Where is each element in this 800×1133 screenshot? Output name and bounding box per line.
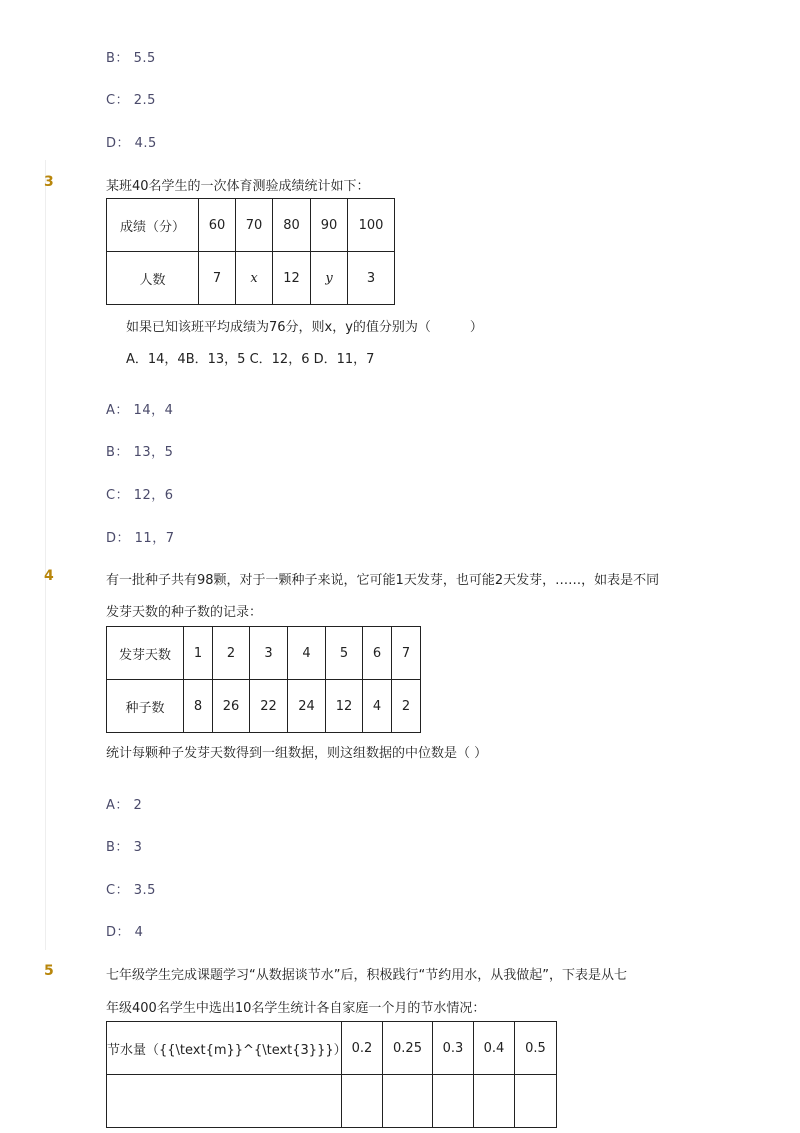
option-label: C：	[106, 488, 130, 503]
inline-choices: A．14，4B．13，5 C．12，6 D．11，7	[126, 352, 375, 367]
table-cell	[342, 1075, 383, 1128]
table-cell: 0.4	[474, 1022, 515, 1075]
option-text: 4	[134, 925, 144, 940]
table-cell: 人数	[107, 252, 199, 305]
germination-table	[106, 626, 421, 733]
table-cell: 12	[326, 680, 363, 733]
q4-option-a[interactable]	[106, 794, 142, 813]
q3-option-d[interactable]	[106, 527, 174, 546]
option-text: 14，4	[133, 403, 174, 418]
option-text: 13，5	[133, 445, 174, 460]
option-label: B：	[106, 51, 129, 66]
option-text: 3	[133, 840, 143, 855]
q4-option-d[interactable]	[106, 921, 143, 940]
table-cell: 0.2	[342, 1022, 383, 1075]
option-label: D：	[106, 531, 131, 546]
table-cell: 2	[213, 627, 250, 680]
table-cell: 7	[392, 627, 421, 680]
table-cell: 22	[250, 680, 288, 733]
table-cell: 0.3	[433, 1022, 474, 1075]
option-label: C：	[106, 883, 130, 898]
table-cell: 4	[288, 627, 326, 680]
table-cell	[383, 1075, 433, 1128]
table-cell: 3	[250, 627, 288, 680]
table-cell: 8	[184, 680, 213, 733]
question-stem-cont: 发芽天数的种子数的记录：	[106, 605, 263, 620]
option-label: C：	[106, 93, 130, 108]
question-stem: 某班40名学生的一次体育测验成绩统计如下：	[106, 179, 370, 194]
table-cell: 70	[236, 199, 273, 252]
question-number: 4	[44, 568, 54, 584]
table-cell: 7	[199, 252, 236, 305]
table-cell	[433, 1075, 474, 1128]
table-cell: 节水量（{{\text{m}}^{\text{3}}}）	[107, 1022, 342, 1075]
table-cell	[474, 1075, 515, 1128]
option-label: A：	[106, 798, 129, 813]
table-cell: 1	[184, 627, 213, 680]
question-number: 3	[44, 174, 54, 190]
q3-option-b[interactable]	[106, 441, 173, 460]
table-cell	[107, 1075, 342, 1128]
table-cell: 6	[363, 627, 392, 680]
q2-option-b[interactable]	[106, 47, 156, 66]
option-text: 4.5	[134, 136, 157, 151]
question-prompt: 统计每颗种子发芽天数得到一组数据，则这组数据的中位数是（ ）	[106, 746, 488, 761]
table-cell: 0.25	[383, 1022, 433, 1075]
option-text: 11，7	[134, 531, 175, 546]
table-cell: 3	[348, 252, 395, 305]
score-table	[106, 198, 395, 305]
table-cell: 5	[326, 627, 363, 680]
table-cell: 26	[213, 680, 250, 733]
question-number: 5	[44, 963, 54, 979]
question-prompt: 如果已知该班平均成绩为76分，则x，y的值分别为（ ）	[126, 320, 483, 335]
q2-option-d[interactable]	[106, 132, 157, 151]
q2-option-c[interactable]	[106, 89, 156, 108]
question-stem-cont: 年级400名学生中选出10名学生统计各自家庭一个月的节水情况：	[106, 1001, 486, 1016]
table-cell: 4	[363, 680, 392, 733]
water-saving-table	[106, 1021, 557, 1128]
table-cell: 2	[392, 680, 421, 733]
question-stem: 有一批种子共有98颗，对于一颗种子来说，它可能1天发芽，也可能2天发芽，……，如表是不同	[106, 573, 660, 588]
table-cell: 发芽天数	[107, 627, 184, 680]
table-cell: 24	[288, 680, 326, 733]
q4-option-b[interactable]	[106, 836, 142, 855]
q4-option-c[interactable]	[106, 879, 156, 898]
table-cell: 12	[273, 252, 311, 305]
question-stem: 七年级学生完成课题学习“从数据谈节水”后，积极践行“节约用水，从我做起”，下表是从七	[106, 968, 627, 983]
option-text: 2	[133, 798, 143, 813]
option-label: A：	[106, 403, 129, 418]
table-cell: y	[311, 252, 348, 305]
table-cell	[515, 1075, 557, 1128]
table-cell: x	[236, 252, 273, 305]
q3-option-c[interactable]	[106, 484, 174, 503]
option-text: 3.5	[133, 883, 156, 898]
option-label: D：	[106, 136, 131, 151]
option-label: B：	[106, 445, 129, 460]
table-cell: 90	[311, 199, 348, 252]
table-cell: 成绩（分）	[107, 199, 199, 252]
table-cell: 种子数	[107, 680, 184, 733]
table-cell: 80	[273, 199, 311, 252]
option-label: D：	[106, 925, 131, 940]
option-text: 2.5	[133, 93, 156, 108]
q3-option-a[interactable]	[106, 399, 173, 418]
table-cell: 0.5	[515, 1022, 557, 1075]
option-label: B：	[106, 840, 129, 855]
table-cell: 100	[348, 199, 395, 252]
question-list-divider	[45, 160, 46, 950]
table-cell: 60	[199, 199, 236, 252]
option-text: 12，6	[133, 488, 174, 503]
option-text: 5.5	[133, 51, 156, 66]
